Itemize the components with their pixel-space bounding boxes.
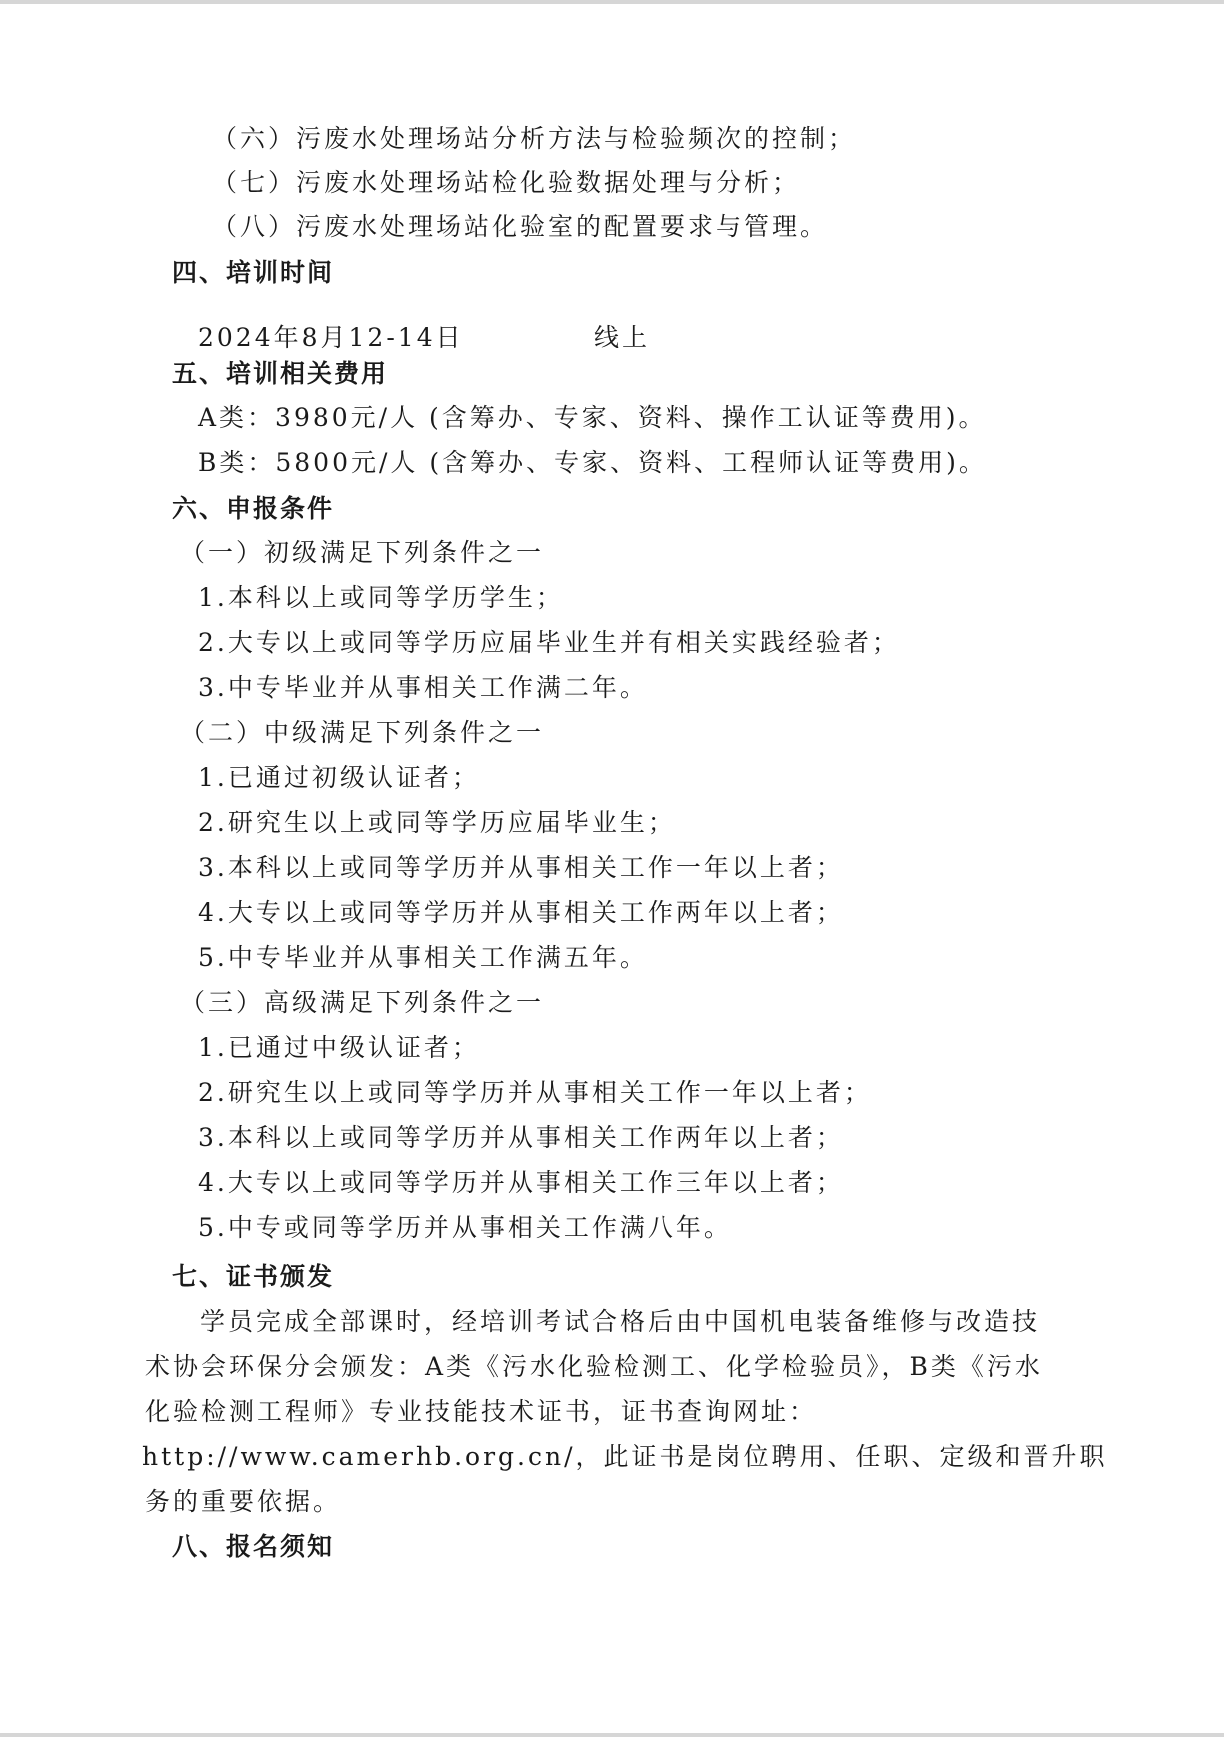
certificate-paragraph-line: 化验检测工程师》专业技能技术证书，证书查询网址： [145, 1397, 818, 1426]
certificate-paragraph-line: 术协会环保分会颁发：A类《污水化验检测工、化学检验员》，B类《污水 [145, 1352, 1043, 1381]
intermediate-item-1: 1.已通过初级认证者； [198, 763, 480, 792]
junior-item-2: 2.大专以上或同等学历应届毕业生并有相关实践经验者； [198, 628, 900, 657]
fee-item-b: B类：5800元/人 (含筹办、专家、资料、工程师认证等费用)。 [198, 448, 987, 477]
section3-item-8: （八）污废水处理场站化验室的配置要求与管理。 [212, 212, 829, 241]
certificate-paragraph-line: 务的重要依据。 [145, 1487, 342, 1516]
group-title-junior: （一）初级满足下列条件之一 [180, 538, 545, 567]
senior-item-5: 5.中专或同等学历并从事相关工作满八年。 [198, 1213, 732, 1242]
section4-heading: 四、培训时间 [172, 258, 335, 287]
intermediate-item-4: 4.大专以上或同等学历并从事相关工作两年以上者； [198, 898, 844, 927]
fee-item-a: A类：3980元/人 (含筹办、专家、资料、操作工认证等费用)。 [198, 403, 987, 432]
intermediate-item-3: 3.本科以上或同等学历并从事相关工作一年以上者； [198, 853, 844, 882]
senior-item-4: 4.大专以上或同等学历并从事相关工作三年以上者； [198, 1168, 844, 1197]
intermediate-item-5: 5.中专毕业并从事相关工作满五年。 [198, 943, 648, 972]
section3-item-6: （六）污废水处理场站分析方法与检验频次的控制； [212, 124, 857, 153]
intermediate-item-2: 2.研究生以上或同等学历应届毕业生； [198, 808, 676, 837]
section8-heading: 八、报名须知 [172, 1532, 335, 1561]
senior-item-3: 3.本科以上或同等学历并从事相关工作两年以上者； [198, 1123, 844, 1152]
section3-item-7: （七）污废水处理场站检化验数据处理与分析； [212, 168, 801, 197]
certificate-query-url-line: http://www.camerhb.org.cn/，此证书是岗位聘用、任职、定级和晋升职 [142, 1442, 1108, 1471]
certificate-paragraph-line: 学员完成全部课时，经培训考试合格后由中国机电装备维修与改造技 [200, 1307, 1041, 1336]
section6-heading: 六、申报条件 [172, 494, 335, 523]
section5-heading: 五、培训相关费用 [172, 359, 389, 388]
training-mode: 线上 [594, 323, 651, 352]
junior-item-3: 3.中专毕业并从事相关工作满二年。 [198, 673, 648, 702]
group-title-senior: （三）高级满足下列条件之一 [180, 988, 545, 1017]
training-date: 2024年8月12-14日 [198, 323, 464, 352]
junior-item-1: 1.本科以上或同等学历学生； [198, 583, 564, 612]
bottom-border [0, 1733, 1224, 1737]
senior-item-2: 2.研究生以上或同等学历并从事相关工作一年以上者； [198, 1078, 872, 1107]
senior-item-1: 1.已通过中级认证者； [198, 1033, 480, 1062]
top-border [0, 0, 1224, 4]
group-title-intermediate: （二）中级满足下列条件之一 [180, 718, 545, 747]
section7-heading: 七、证书颁发 [172, 1262, 335, 1291]
